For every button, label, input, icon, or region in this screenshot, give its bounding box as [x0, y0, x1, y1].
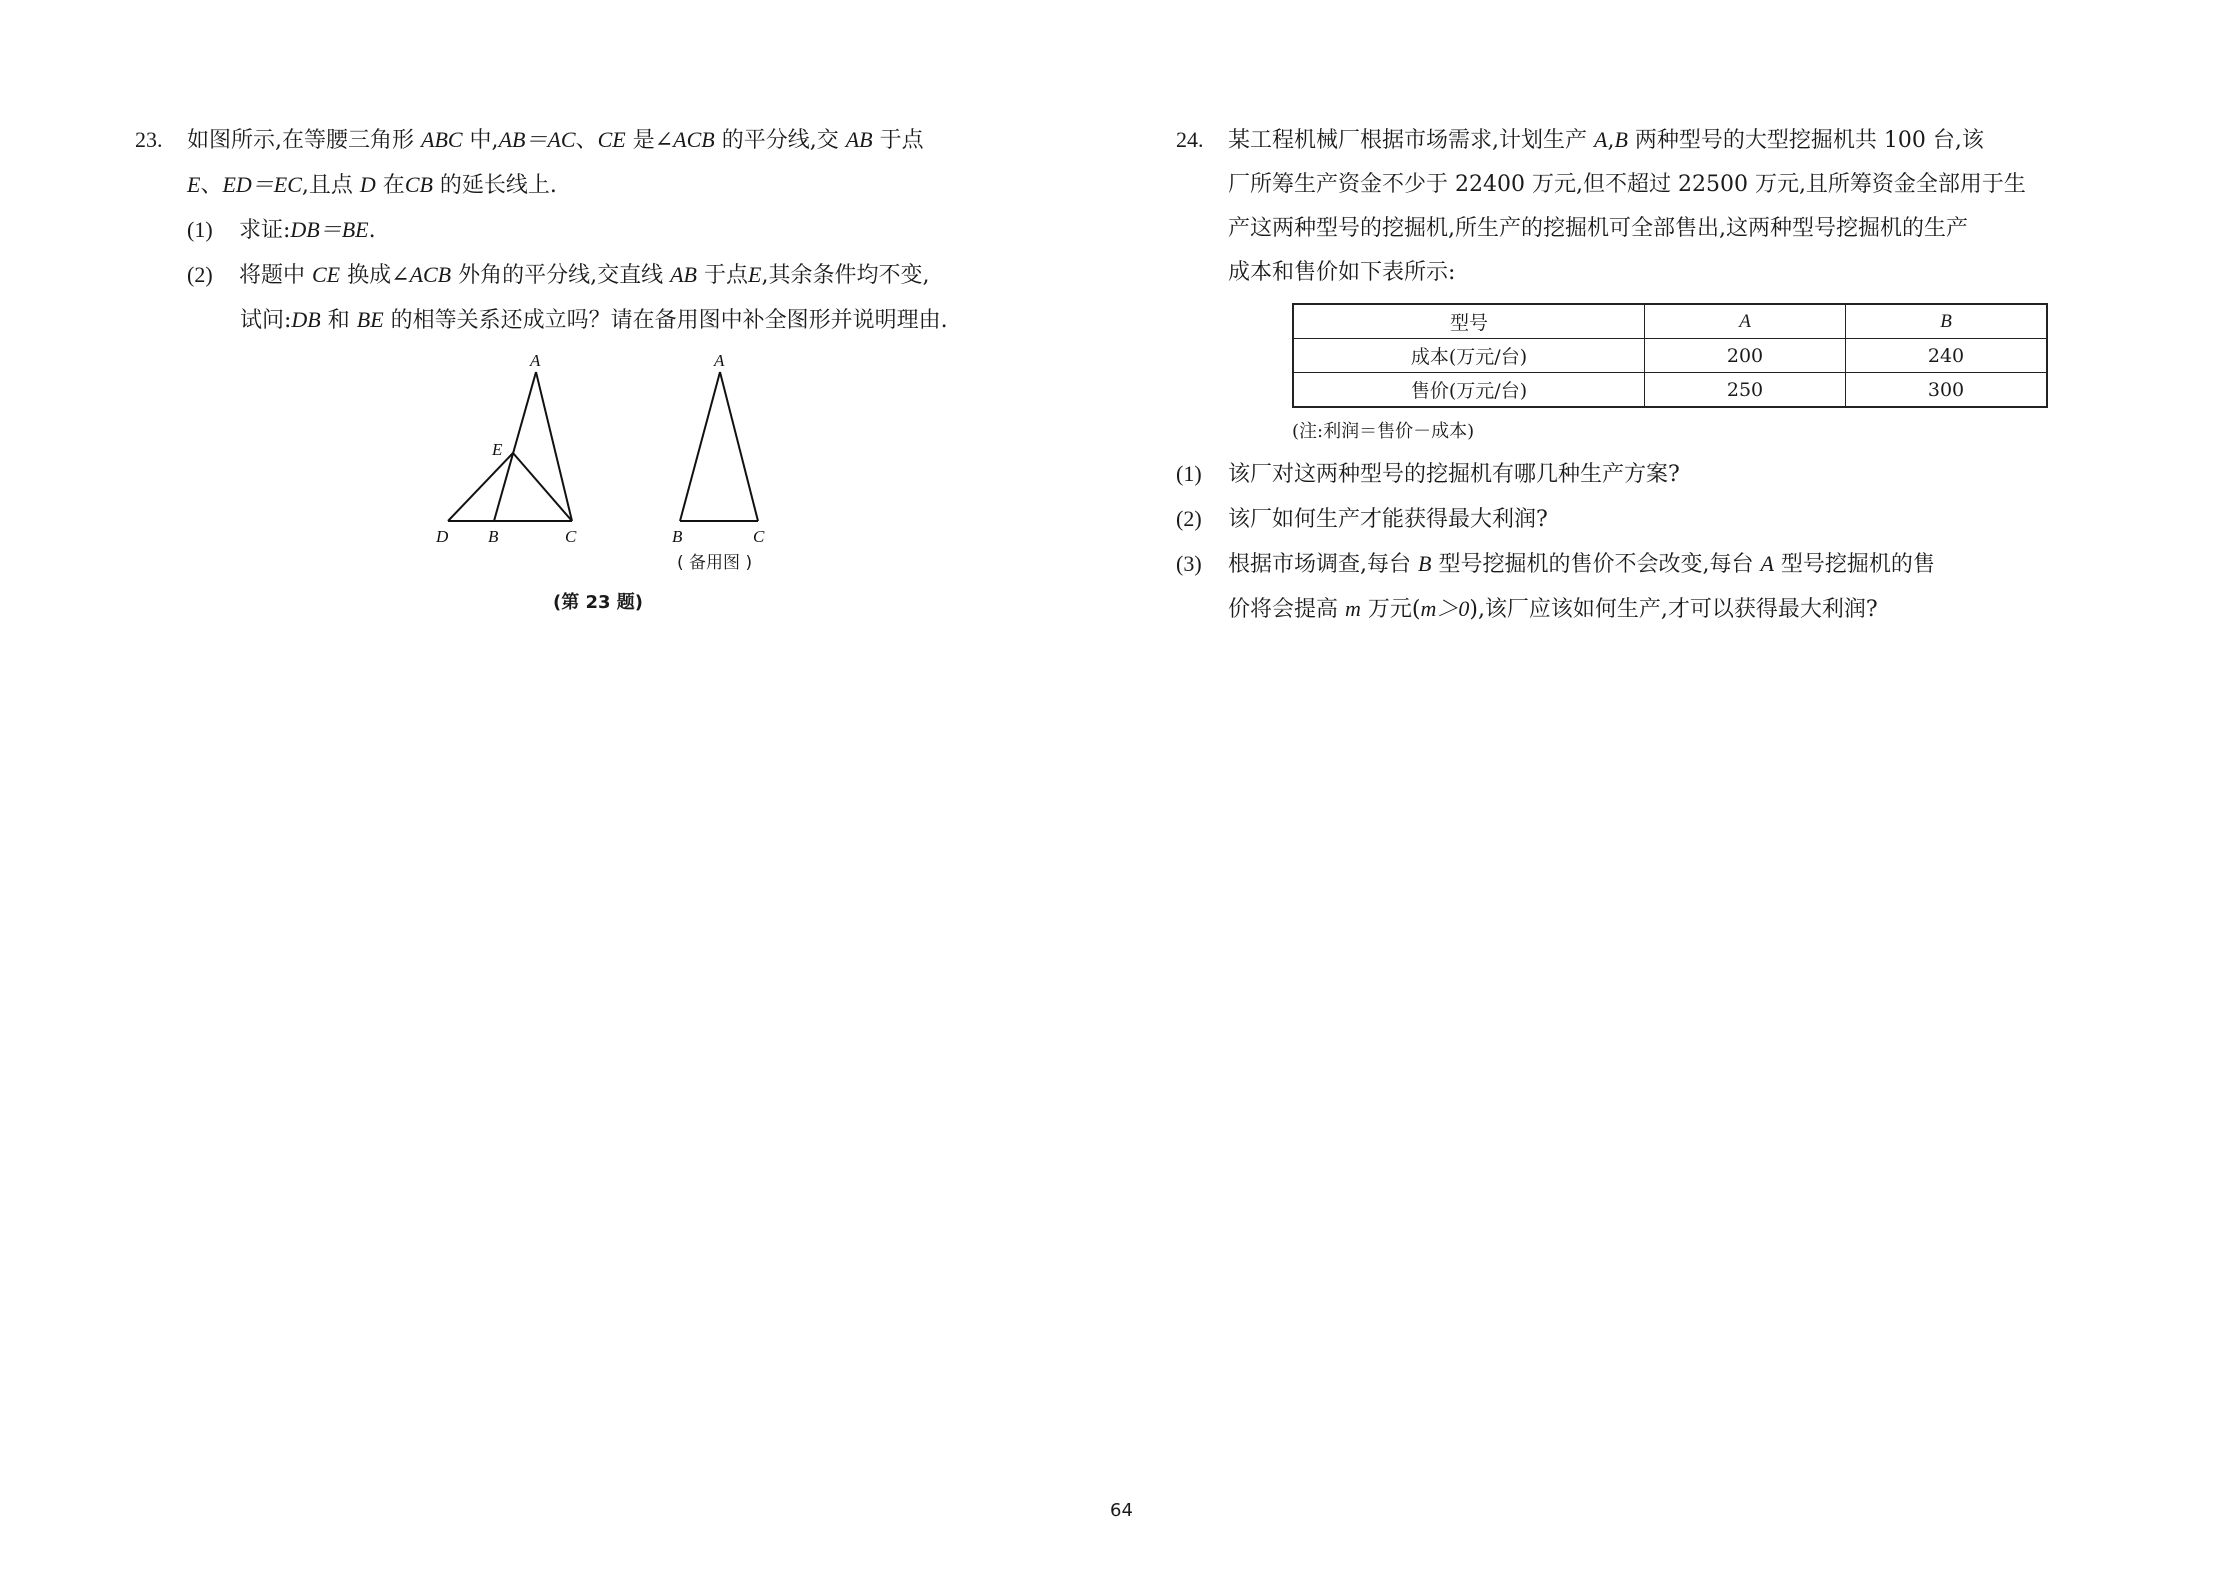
- table-header-cell: B: [1846, 304, 2048, 339]
- label-d: D: [436, 527, 449, 546]
- table-header-row: [1293, 304, 2047, 339]
- segment-ac: [536, 372, 572, 521]
- spare-segment-ab: [680, 372, 720, 521]
- page-number: 64: [1110, 1500, 1133, 1521]
- q24-line-4: 成本和售价如下表所示:: [1228, 260, 1456, 285]
- table-cell: 240: [1846, 339, 2048, 373]
- q23-line-1: 23. 如图所示,在等腰三角形 ABC 中,AB＝AC、CE 是∠ACB 的平分线,交 AB 于点: [135, 118, 1055, 163]
- table-row: [1293, 339, 2047, 373]
- question-23: [135, 118, 1055, 343]
- table-header-cell: 型号: [1293, 304, 1645, 339]
- table-cell: 250: [1645, 373, 1846, 408]
- q23-part-1: (1) 求证:DB＝BE.: [187, 217, 376, 243]
- label-c: C: [565, 527, 577, 546]
- q23-number: 23.: [135, 127, 163, 152]
- spare-segment-ac: [720, 372, 758, 521]
- q23-part-2: (2) 将题中 CE 换成∠ACB 外角的平分线,交直线 AB 于点E,其余条件均不变,: [187, 262, 930, 288]
- q23-line-2: E、ED＝EC,且点 D 在CB 的延长线上.: [187, 172, 557, 198]
- question-24: [1176, 118, 2111, 632]
- spare-label-c: C: [753, 527, 765, 546]
- spare-label-b: B: [672, 527, 683, 546]
- spare-figure-caption: ( 备用图 ): [677, 553, 753, 573]
- q24-part-1: (1) 该厂对这两种型号的挖掘机有哪几种生产方案?: [1176, 461, 1680, 487]
- q24-line-2: 厂所筹生产资金不少于 22400 万元,但不超过 22500 万元,且所筹资金全部用于生: [1228, 172, 2026, 197]
- q24-number: 24.: [1176, 127, 1204, 152]
- table-cell: 300: [1846, 373, 2048, 408]
- spare-label-a: A: [714, 351, 725, 370]
- figure-caption: (第 23 题): [553, 592, 644, 613]
- cost-price-table: [1292, 303, 2048, 408]
- q24-part-3-line-2: 价将会提高 m 万元(m＞0),该厂应该如何生产,才可以获得最大利润?: [1228, 596, 1878, 622]
- q23-part-2-line-2: 试问:DB 和 BE 的相等关系还成立吗？请在备用图中补全图形并说明理由.: [240, 307, 948, 333]
- table-header-cell: A: [1645, 304, 1846, 339]
- label-b: B: [488, 527, 499, 546]
- label-e: E: [492, 440, 503, 459]
- label-a: A: [530, 351, 541, 370]
- q24-part-2: (2) 该厂如何生产才能获得最大利润?: [1176, 506, 1548, 532]
- q24-line-3: 产这两种型号的挖掘机,所生产的挖掘机可全部售出,这两种型号挖掘机的生产: [1228, 216, 1968, 241]
- table-cell: 售价(万元/台): [1293, 373, 1645, 408]
- table-cell: 200: [1645, 339, 1846, 373]
- table-note: (注:利润＝售价－成本): [1292, 421, 1475, 442]
- q24-part-3: (3) 根据市场调查,每台 B 型号挖掘机的售价不会改变,每台 A 型号挖掘机的售: [1176, 551, 1935, 577]
- q24-line-1: 24. 某工程机械厂根据市场需求,计划生产 A,B 两种型号的大型挖掘机共 100 台,该: [1176, 118, 2111, 163]
- table-cell: 成本(万元/台): [1293, 339, 1645, 373]
- table-row: [1293, 373, 2047, 408]
